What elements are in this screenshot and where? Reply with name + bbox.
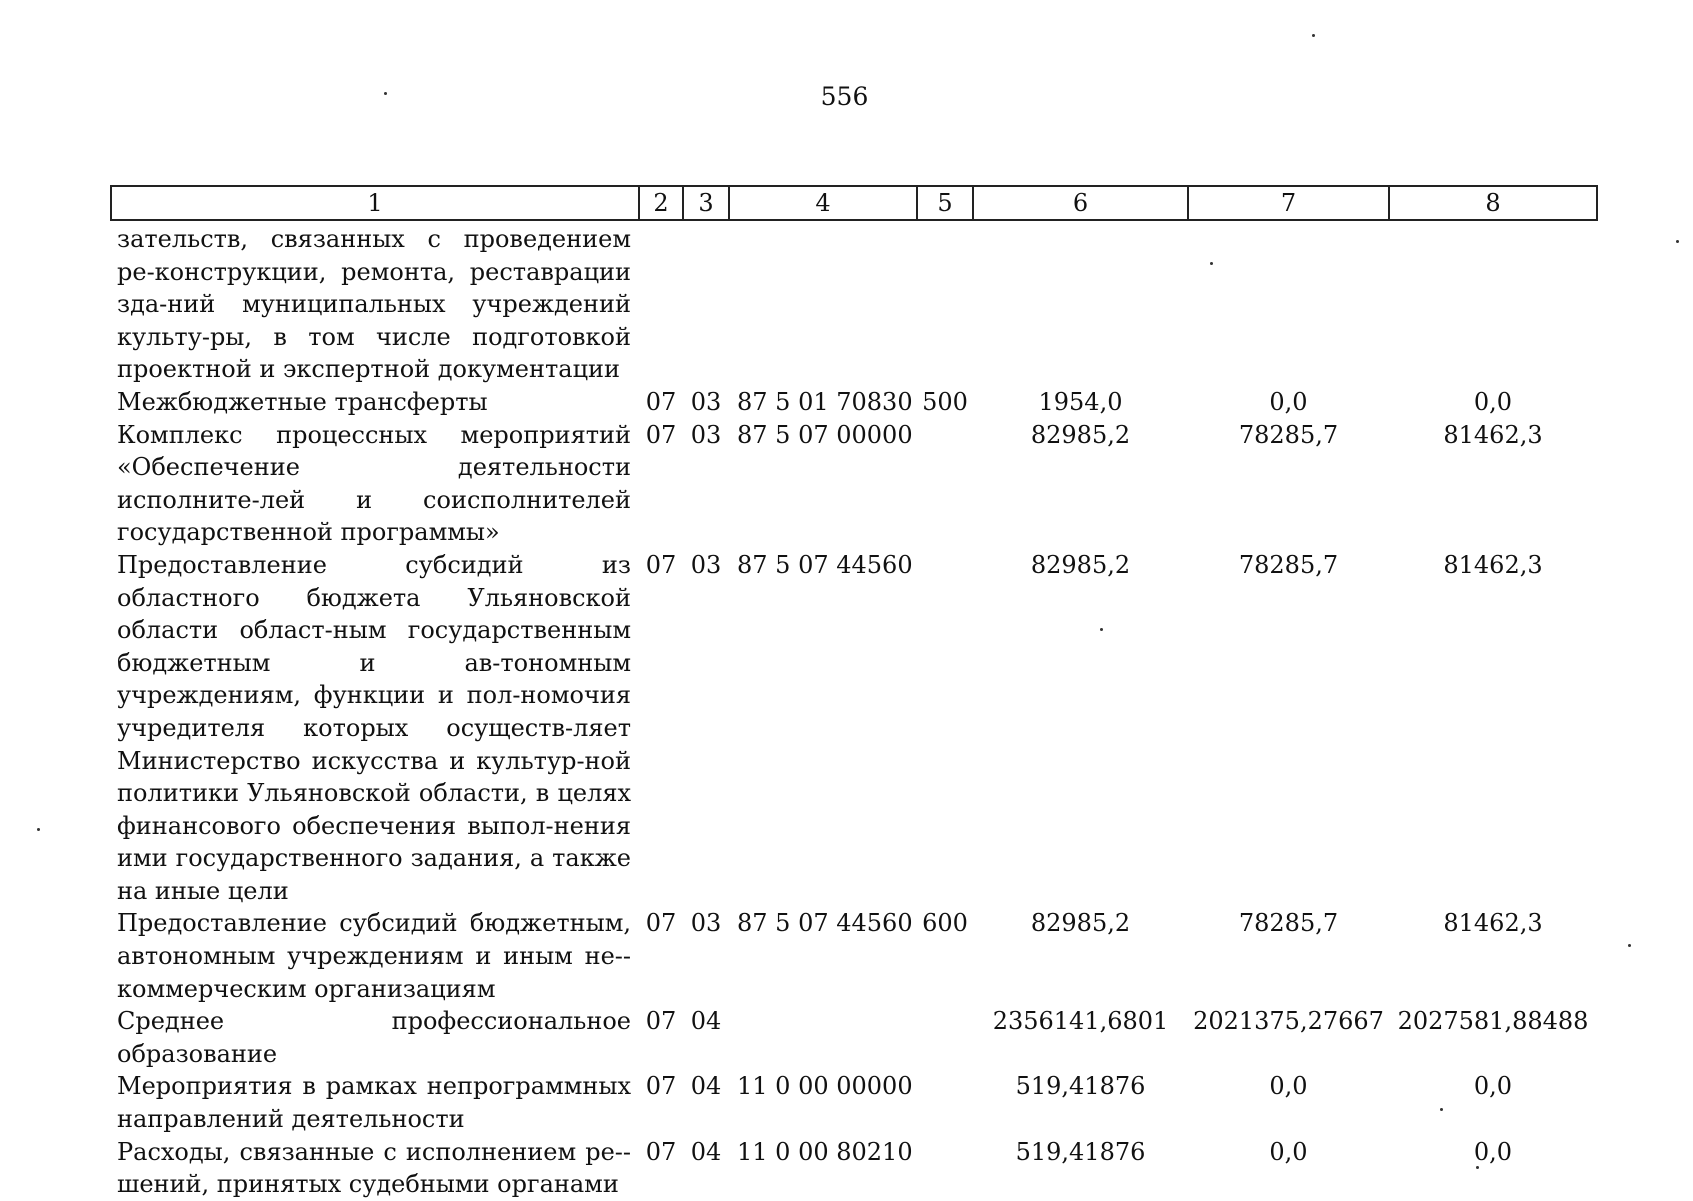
table-row: [111, 907, 1597, 1005]
scan-speck: [1312, 34, 1315, 37]
row-amount-col7: 78285,7: [1238, 909, 1339, 938]
row-section: [639, 220, 683, 386]
table-body: [111, 220, 1597, 1201]
scan-speck: [37, 828, 40, 831]
scan-speck: [384, 92, 387, 95]
row-expense-type: [917, 220, 973, 386]
row-amount-col6: 82985,2: [1030, 909, 1131, 938]
table-row: [111, 419, 1597, 549]
row-target-code: 11 0 00 00000: [737, 1072, 913, 1101]
row-section: 07: [645, 387, 677, 416]
row-subsection: 03: [690, 387, 722, 416]
row-section: 07: [645, 550, 677, 579]
row-expense-type: [917, 1005, 973, 1070]
row-name: Предоставление субсидий из областного бюджета Ульяновской области област-ным государственным бюджетным и ав-тономным учреждениям, функции и пол-номочия учредителя которых осуществ-ляет Министерство искусства и культур-ной политики Ульяновской области, в целях финансового обеспечения выпол-нения ими государственного задания, а также на иные цели: [117, 550, 631, 905]
row-target-code: 87 5 07 44560: [737, 909, 913, 938]
row-section: 07: [645, 1007, 677, 1036]
header-col-1: 1: [111, 186, 639, 220]
row-section: 07: [645, 1072, 677, 1101]
row-subsection: [683, 220, 729, 386]
header-col-7: 7: [1188, 186, 1389, 220]
header-col-3: 3: [683, 186, 729, 220]
row-expense-type: 600: [922, 909, 968, 938]
table-row: [111, 1070, 1597, 1135]
header-col-5: 5: [917, 186, 973, 220]
row-name: Предоставление субсидий бюджетным, автономным учреждениям и иным не-коммерческим организациям: [117, 909, 631, 1003]
row-target-code: [729, 1005, 917, 1070]
row-name: зательств, связанных с проведением ре-конструкции, ремонта, реставрации зда-ний муниципальных учреждений культу-ры, в том числе подготовкой проектной и экспертной документации: [117, 225, 631, 384]
row-amount-col7: 0,0: [1269, 1072, 1308, 1101]
row-amount-col7: 78285,7: [1238, 550, 1339, 579]
row-section: 07: [645, 420, 677, 449]
scan-speck: [1440, 1108, 1443, 1111]
row-target-code: [729, 220, 917, 386]
row-amount-col8: 81462,3: [1443, 420, 1543, 449]
row-amount-col6: [973, 220, 1188, 386]
page-number-text: 556: [820, 82, 869, 111]
row-amount-col6: 82985,2: [1030, 550, 1131, 579]
scan-speck: [1628, 944, 1631, 947]
row-amount-col8: [1389, 220, 1597, 386]
row-amount-col7: 2021375,27667: [1193, 1007, 1384, 1036]
scan-speck: [1100, 628, 1103, 631]
table-header: [111, 186, 1597, 220]
row-amount-col6: 2356141,6801: [992, 1007, 1169, 1036]
row-subsection: 04: [690, 1007, 722, 1036]
row-subsection: 03: [690, 909, 722, 938]
row-amount-col7: 0,0: [1269, 1137, 1308, 1166]
row-amount-col8: 0,0: [1473, 1072, 1513, 1101]
table-row: [111, 386, 1597, 419]
row-amount-col8: 0,0: [1473, 387, 1513, 416]
header-col-2: 2: [639, 186, 683, 220]
table-row: [111, 549, 1597, 908]
row-target-code: 87 5 07 44560: [737, 550, 913, 579]
budget-table: [110, 185, 1598, 1201]
row-name: Комплекс процессных мероприятий «Обеспечение деятельности исполните-лей и соисполнителей государственной программы»: [117, 420, 631, 547]
row-expense-type: [917, 549, 973, 908]
row-name: Среднее профессиональное образование: [117, 1007, 631, 1068]
table-row: [111, 220, 1597, 386]
row-subsection: 04: [690, 1137, 722, 1166]
row-expense-type: [917, 1136, 973, 1201]
row-section: 07: [645, 909, 677, 938]
table-row: [111, 1136, 1597, 1201]
header-row: [111, 186, 1597, 220]
row-expense-type: [917, 419, 973, 549]
scan-speck: [1676, 240, 1679, 243]
row-expense-type: [917, 1070, 973, 1135]
row-amount-col8: 81462,3: [1443, 550, 1543, 579]
scan-speck: [1210, 262, 1213, 265]
row-subsection: 03: [690, 550, 722, 579]
row-section: 07: [645, 1137, 677, 1166]
row-subsection: 04: [690, 1072, 722, 1101]
row-amount-col8: 2027581,88488: [1397, 1007, 1589, 1036]
table-row: [111, 1005, 1597, 1070]
row-amount-col7: 78285,7: [1238, 420, 1339, 449]
scan-speck: [1476, 1166, 1479, 1169]
row-amount-col6: 519,41876: [1015, 1072, 1146, 1101]
row-name: Межбюджетные трансферты: [117, 387, 488, 416]
row-amount-col8: 0,0: [1473, 1137, 1513, 1166]
header-col-8: 8: [1389, 186, 1597, 220]
row-amount-col6: 82985,2: [1030, 420, 1131, 449]
header-col-6: 6: [973, 186, 1188, 220]
row-amount-col8: 81462,3: [1443, 909, 1543, 938]
row-amount-col7: 0,0: [1269, 387, 1308, 416]
row-name: Расходы, связанные с исполнением ре-шений, принятых судебными органами: [117, 1137, 631, 1199]
header-col-4: 4: [729, 186, 917, 220]
row-amount-col6: 519,41876: [1015, 1137, 1146, 1166]
row-name: Мероприятия в рамках непрограммных направлений деятельности: [117, 1072, 631, 1134]
row-target-code: 11 0 00 80210: [737, 1137, 913, 1166]
row-amount-col7: [1188, 220, 1389, 386]
row-target-code: 87 5 07 00000: [737, 420, 913, 449]
row-target-code: 87 5 01 70830: [737, 387, 913, 416]
page-number: [0, 82, 1693, 111]
row-amount-col6: 1954,0: [1038, 387, 1123, 416]
row-subsection: 03: [690, 420, 722, 449]
row-expense-type: 500: [922, 387, 968, 416]
